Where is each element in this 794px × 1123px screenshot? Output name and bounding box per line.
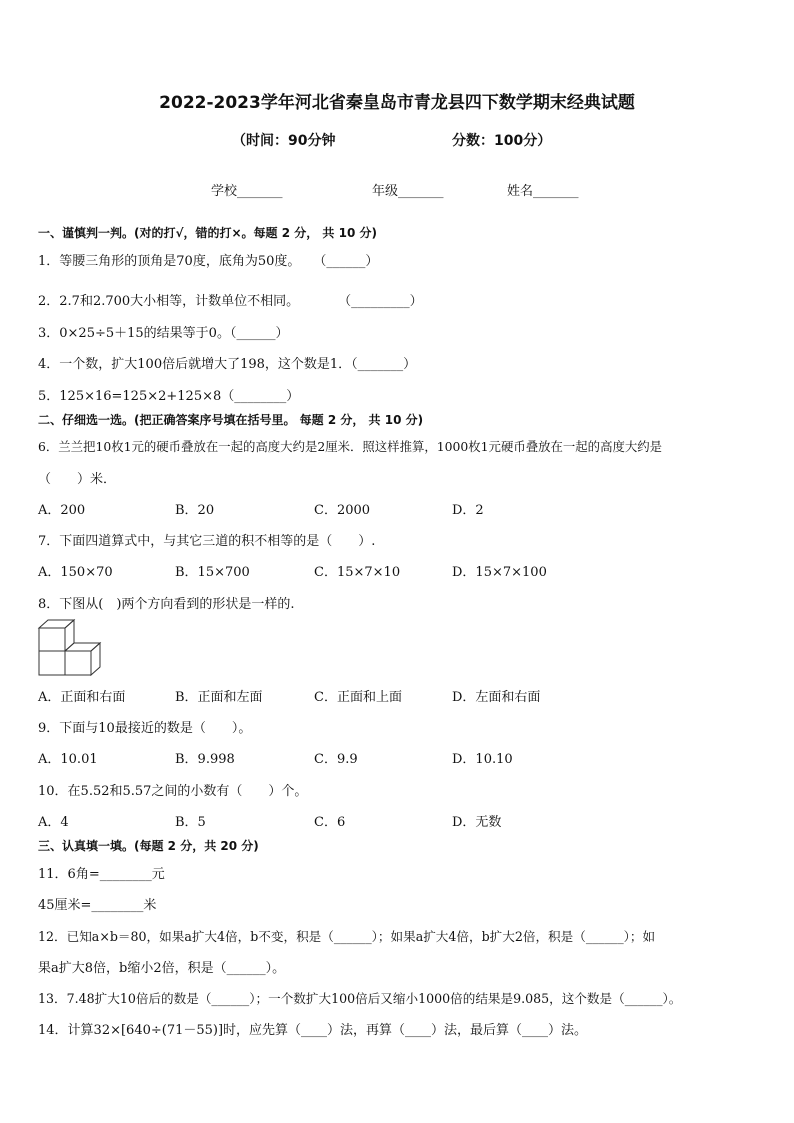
question-14: 14．计算32×[640÷(71－55)]时，应先算（____）法，再算（____）法，最后算（____）法。 [38, 1023, 588, 1038]
question-6-cont: （ ）米． [38, 472, 117, 487]
q10-option-d: D．无数 [452, 815, 502, 830]
score-label: 分数：100分） [452, 133, 552, 149]
q10-option-a: A．4 [38, 815, 69, 830]
question-11a: 11．6角=________元 [38, 867, 165, 882]
q6-option-a: A．200 [38, 503, 86, 518]
question-10: 10．在5.52和5.57之间的小数有（ ）个。 [38, 784, 308, 799]
q9-option-a: A．10.01 [38, 752, 98, 767]
q9-option-b: B．9.998 [175, 752, 235, 767]
section2-heading: 二、仔细选一选。(把正确答案序号填在括号里。 每题 2 分， 共 10 分) [38, 413, 424, 427]
school-field: 学校_______ [211, 184, 283, 199]
q6-option-b: B．20 [175, 503, 215, 518]
q8-option-a: A．正面和右面 [38, 690, 126, 705]
question-11b: 45厘米=________米 [38, 898, 157, 913]
q8-option-b: B．正面和左面 [175, 690, 263, 705]
cube-bottom-left-front [39, 651, 65, 675]
q6-option-d: D．2 [452, 503, 484, 518]
q7-option-b: B．15×700 [175, 565, 250, 580]
cube-bottom-right-side [91, 643, 100, 675]
question-5: 5．125×16=125×2+125×8（________） [38, 389, 300, 404]
question-3: 3．0×25÷5＋15的结果等于0。（______） [38, 326, 289, 341]
q10-option-c: C．6 [314, 815, 346, 830]
question-1: 1．等腰三角形的顶角是70度，底角为50度。 （______） [38, 254, 379, 269]
question-12: 12．已知a×b＝80，如果a扩大4倍，b不变，积是（______）；如果a扩大4倍，b扩大2倍，积是（______）；如 [38, 929, 656, 944]
time-label: （时间：90分钟 [232, 133, 336, 149]
question-2: 2．2.7和2.700大小相等，计数单位不相同。 （_________） [38, 294, 423, 309]
q8-option-d: D．左面和右面 [452, 690, 541, 705]
question-4: 4．一个数，扩大100倍后就增大了198，这个数是1．（_______） [38, 357, 417, 372]
cube-figure [36, 617, 108, 679]
q10-option-b: B．5 [175, 815, 206, 830]
question-13: 13．7.48扩大10倍后的数是（______）；一个数扩大100倍后又缩小1000倍的结果是9.085，这个数是（______）。 [38, 991, 682, 1006]
page-title: 2022-2023学年河北省秦皇岛市青龙县四下数学期末经典试题 [159, 93, 635, 113]
question-7: 7．下面四道算式中，与其它三道的积不相等的是（ ）. [38, 534, 376, 549]
question-8: 8．下图从( )两个方向看到的形状是一样的. [38, 597, 295, 612]
q6-option-c: C．2000 [314, 503, 371, 518]
name-field: 姓名_______ [507, 184, 579, 199]
q9-option-d: D．10.10 [452, 752, 513, 767]
q7-option-c: C．15×7×10 [314, 565, 401, 580]
section3-heading: 三、认真填一填。(每题 2 分，共 20 分) [38, 839, 259, 853]
section1-heading: 一、谨慎判一判。(对的打√，错的打×。每题 2 分， 共 10 分) [38, 226, 377, 240]
q7-option-d: D．15×7×100 [452, 565, 547, 580]
question-9: 9．下面与10最接近的数是（ ）。 [38, 721, 252, 736]
grade-field: 年级_______ [372, 184, 444, 199]
cube-top-front [39, 628, 65, 651]
cube-bottom-right-front [65, 651, 91, 675]
q8-option-c: C．正面和上面 [314, 690, 402, 705]
question-6: 6．兰兰把10枚1元的硬币叠放在一起的高度大约是2厘米．照这样推算，1000枚1元硬币叠放在一起的高度大约是 [38, 439, 663, 454]
question-12-cont: 果a扩大8倍，b缩小2倍，积是（______）。 [38, 961, 286, 976]
q7-option-a: A．150×70 [38, 565, 113, 580]
q9-option-c: C．9.9 [314, 752, 358, 767]
